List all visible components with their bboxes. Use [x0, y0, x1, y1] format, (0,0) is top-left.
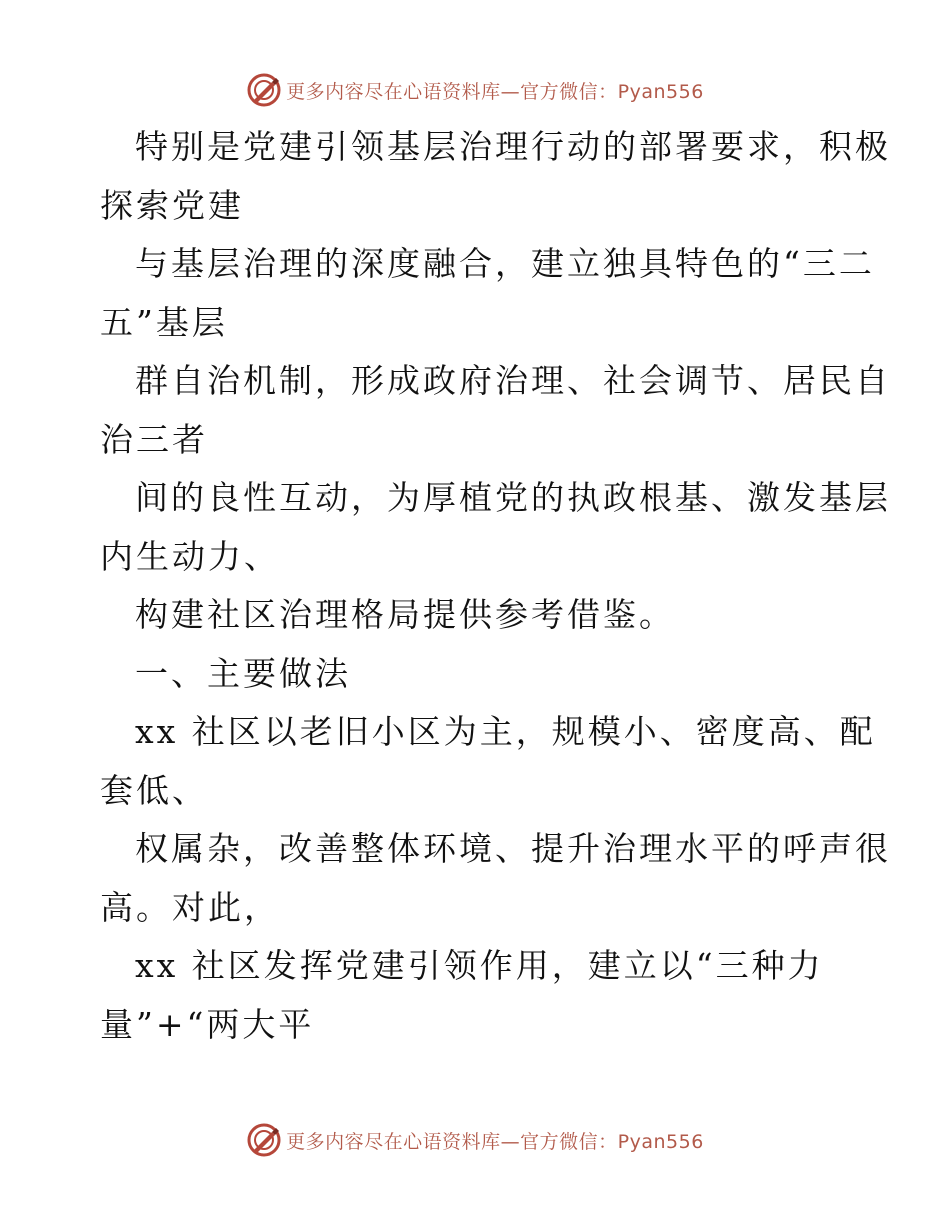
section-heading: 一、主要做法: [135, 653, 351, 693]
text-line: 群自治机制，形成政府治理、社会调节、居民自: [135, 361, 891, 400]
text-line: xx 社区以老旧小区为主，规模小、密度高、配: [135, 712, 876, 751]
document-body: [100, 118, 891, 1054]
footer-watermark: [0, 1120, 950, 1160]
text-line: 五”基层: [100, 302, 228, 342]
watermark-text: 更多内容尽在心语资料库—官方微信：Pyan556: [286, 80, 704, 103]
text-line: 高。对此，: [100, 887, 280, 927]
pen-logo-icon: [246, 72, 282, 108]
text-line: 内生动力、: [100, 536, 280, 576]
text-line: 间的良性互动，为厚植党的执政根基、激发基层: [135, 478, 891, 517]
text-line: 权属杂，改善整体环境、提升治理水平的呼声很: [135, 829, 891, 868]
text-line: 治三者: [100, 419, 208, 459]
watermark-text: 更多内容尽在心语资料库—官方微信：Pyan556: [286, 1130, 704, 1153]
header-watermark: [0, 70, 950, 110]
text-line: 与基层治理的深度融合，建立独具特色的“三二: [135, 244, 875, 283]
pen-logo-icon: [246, 1122, 282, 1158]
text-line: 探索党建: [100, 185, 244, 225]
text-line: 构建社区治理格局提供参考借鉴。: [135, 595, 675, 634]
text-line: 套低、: [100, 770, 208, 810]
text-line: 特别是党建引领基层治理行动的部署要求，积极: [135, 127, 891, 166]
text-line: xx 社区发挥党建引领作用，建立以“三种力: [135, 946, 824, 985]
text-line: 量”+“两大平: [100, 1004, 315, 1044]
